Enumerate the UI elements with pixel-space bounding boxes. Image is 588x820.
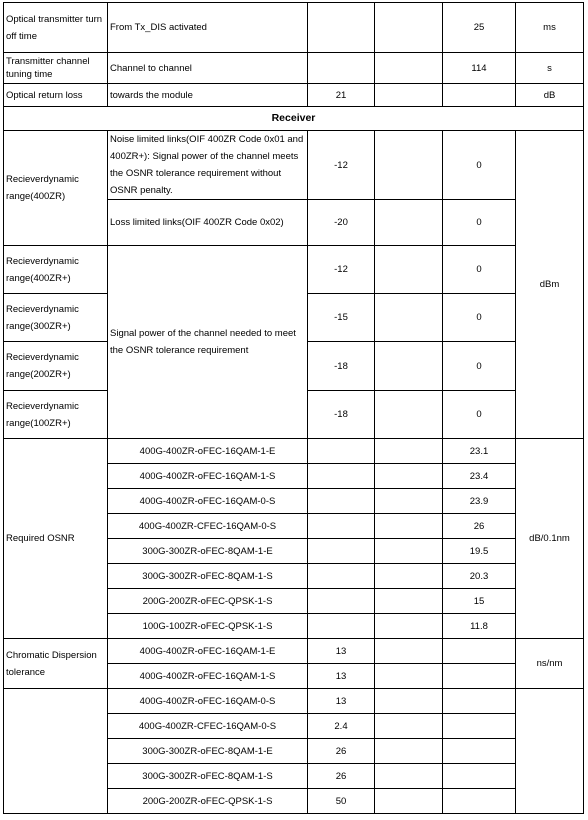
typ-cell xyxy=(375,200,443,246)
typ-cell xyxy=(375,564,443,589)
typ-cell xyxy=(375,689,443,714)
min-cell: -12 xyxy=(308,246,375,294)
max-cell: 0 xyxy=(443,200,516,246)
min-cell: 50 xyxy=(308,789,375,814)
min-cell xyxy=(308,489,375,514)
unit-cell: s xyxy=(516,53,584,84)
typ-cell xyxy=(375,342,443,391)
typ-cell xyxy=(375,294,443,342)
max-cell: 15 xyxy=(443,589,516,614)
typ-cell xyxy=(375,3,443,53)
unit-cell xyxy=(516,689,584,814)
condition-cell: Signal power of the channel needed to meet the OSNR tolerance requirement xyxy=(108,246,308,439)
max-cell: 19.5 xyxy=(443,539,516,564)
max-cell: 114 xyxy=(443,53,516,84)
spec-table xyxy=(3,2,584,814)
param-cell: Optical return loss xyxy=(4,84,108,107)
max-cell: 0 xyxy=(443,391,516,439)
typ-cell xyxy=(375,614,443,639)
mode-cell: 200G-200ZR-oFEC-QPSK-1-S xyxy=(108,589,308,614)
mode-cell: 300G-300ZR-oFEC-8QAM-1-E xyxy=(108,739,308,764)
max-cell xyxy=(443,689,516,714)
min-cell: 21 xyxy=(308,84,375,107)
param-cell: Recieverdynamic range(300ZR+) xyxy=(4,294,108,342)
max-cell: 26 xyxy=(443,514,516,539)
max-cell: 0 xyxy=(443,131,516,200)
min-cell: -20 xyxy=(308,200,375,246)
unit-cell: dB xyxy=(516,84,584,107)
typ-cell xyxy=(375,464,443,489)
min-cell: -18 xyxy=(308,391,375,439)
max-cell: 0 xyxy=(443,294,516,342)
max-cell: 23.4 xyxy=(443,464,516,489)
table-row xyxy=(4,131,584,200)
max-cell: 25 xyxy=(443,3,516,53)
condition-cell: towards the module xyxy=(108,84,308,107)
table-row xyxy=(4,53,584,84)
max-cell xyxy=(443,664,516,689)
min-cell xyxy=(308,589,375,614)
max-cell xyxy=(443,789,516,814)
min-cell: 26 xyxy=(308,739,375,764)
typ-cell xyxy=(375,789,443,814)
typ-cell xyxy=(375,53,443,84)
param-cell: Required OSNR xyxy=(4,439,108,639)
typ-cell xyxy=(375,489,443,514)
typ-cell xyxy=(375,514,443,539)
mode-cell: 400G-400ZR-oFEC-16QAM-1-E xyxy=(108,639,308,664)
max-cell: 23.1 xyxy=(443,439,516,464)
mode-cell: 400G-400ZR-oFEC-16QAM-1-S xyxy=(108,664,308,689)
max-cell xyxy=(443,764,516,789)
min-cell xyxy=(308,614,375,639)
typ-cell xyxy=(375,391,443,439)
typ-cell xyxy=(375,84,443,107)
mode-cell: 400G-400ZR-oFEC-16QAM-0-S xyxy=(108,489,308,514)
typ-cell xyxy=(375,589,443,614)
min-cell: -12 xyxy=(308,131,375,200)
param-cell: Recieverdynamic range(400ZR) xyxy=(4,131,108,246)
param-cell: Optical transmitter turn off time xyxy=(4,3,108,53)
table-row xyxy=(4,246,584,294)
section-header-row xyxy=(4,107,584,131)
max-cell xyxy=(443,739,516,764)
typ-cell xyxy=(375,639,443,664)
param-cell: Recieverdynamic range(100ZR+) xyxy=(4,391,108,439)
table-row xyxy=(4,3,584,53)
max-cell: 0 xyxy=(443,246,516,294)
table-row xyxy=(4,689,584,714)
min-cell xyxy=(308,3,375,53)
min-cell: 13 xyxy=(308,639,375,664)
condition-cell: From Tx_DIS activated xyxy=(108,3,308,53)
mode-cell: 200G-200ZR-oFEC-QPSK-1-S xyxy=(108,789,308,814)
mode-cell: 400G-400ZR-oFEC-16QAM-1-E xyxy=(108,439,308,464)
min-cell: 2.4 xyxy=(308,714,375,739)
typ-cell xyxy=(375,131,443,200)
condition-cell: Noise limited links(OIF 400ZR Code 0x01 and 400ZR+): Signal power of the channel meets the OSNR tolerance requirement without OSNR penalty. xyxy=(108,131,308,200)
mode-cell: 300G-300ZR-oFEC-8QAM-1-S xyxy=(108,764,308,789)
typ-cell xyxy=(375,764,443,789)
unit-cell: ms xyxy=(516,3,584,53)
mode-cell: 300G-300ZR-oFEC-8QAM-1-S xyxy=(108,564,308,589)
param-cell xyxy=(4,689,108,814)
mode-cell: 100G-100ZR-oFEC-QPSK-1-S xyxy=(108,614,308,639)
unit-cell: ns/nm xyxy=(516,639,584,689)
unit-cell: dB/0.1nm xyxy=(516,439,584,639)
max-cell: 23.9 xyxy=(443,489,516,514)
typ-cell xyxy=(375,664,443,689)
max-cell xyxy=(443,84,516,107)
min-cell: 26 xyxy=(308,764,375,789)
mode-cell: 400G-400ZR-CFEC-16QAM-0-S xyxy=(108,714,308,739)
min-cell xyxy=(308,539,375,564)
typ-cell xyxy=(375,439,443,464)
table-row xyxy=(4,439,584,464)
param-cell: Recieverdynamic range(200ZR+) xyxy=(4,342,108,391)
min-cell: -18 xyxy=(308,342,375,391)
min-cell xyxy=(308,514,375,539)
max-cell: 11.8 xyxy=(443,614,516,639)
mode-cell: 400G-400ZR-oFEC-16QAM-0-S xyxy=(108,689,308,714)
param-cell: Transmitter channel tuning time xyxy=(4,53,108,84)
mode-cell: 400G-400ZR-oFEC-16QAM-1-S xyxy=(108,464,308,489)
param-cell: Chromatic Dispersion tolerance xyxy=(4,639,108,689)
condition-cell: Channel to channel xyxy=(108,53,308,84)
min-cell xyxy=(308,464,375,489)
table-row xyxy=(4,639,584,664)
min-cell xyxy=(308,53,375,84)
min-cell: 13 xyxy=(308,689,375,714)
typ-cell xyxy=(375,539,443,564)
max-cell: 0 xyxy=(443,342,516,391)
min-cell xyxy=(308,439,375,464)
min-cell xyxy=(308,564,375,589)
section-title: Receiver xyxy=(4,107,584,131)
table-row xyxy=(4,84,584,107)
max-cell xyxy=(443,639,516,664)
min-cell: 13 xyxy=(308,664,375,689)
typ-cell xyxy=(375,714,443,739)
max-cell xyxy=(443,714,516,739)
mode-cell: 400G-400ZR-CFEC-16QAM-0-S xyxy=(108,514,308,539)
max-cell: 20.3 xyxy=(443,564,516,589)
condition-cell: Loss limited links(OIF 400ZR Code 0x02) xyxy=(108,200,308,246)
unit-cell: dBm xyxy=(516,131,584,439)
param-cell: Recieverdynamic range(400ZR+) xyxy=(4,246,108,294)
typ-cell xyxy=(375,739,443,764)
typ-cell xyxy=(375,246,443,294)
min-cell: -15 xyxy=(308,294,375,342)
mode-cell: 300G-300ZR-oFEC-8QAM-1-E xyxy=(108,539,308,564)
